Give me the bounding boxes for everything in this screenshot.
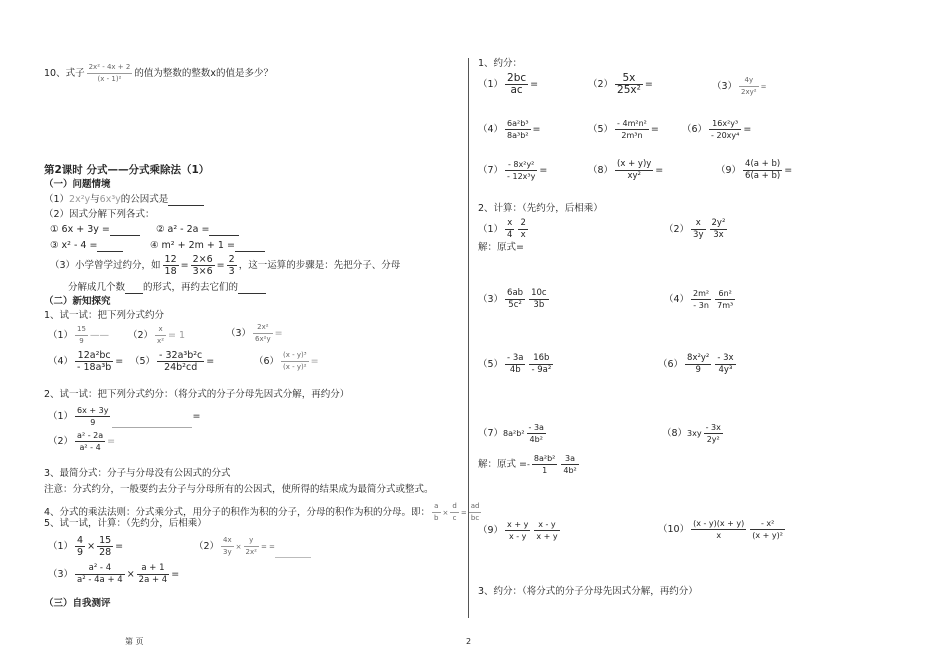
t2-1-blank[interactable] (112, 417, 192, 428)
t5-item-3 (48, 563, 179, 586)
c4-num-a: 2m² (693, 289, 710, 298)
t1-6-frac (281, 350, 309, 373)
try-1-heading: 1、试一试：把下列分式约分 (44, 310, 165, 321)
c3-frac-a (505, 288, 525, 311)
sol2-sign: - (526, 460, 530, 469)
r1-5-num: - 4m²n² (617, 119, 647, 128)
t1-3-frac (253, 322, 273, 345)
t1-6-num: (x - y)³ (281, 350, 309, 362)
r1-9-den: 6(a + b) (745, 171, 781, 181)
problem-3-cont (68, 282, 266, 294)
t5-3-den-b: 2a + 4 (138, 575, 168, 585)
c3-frac-b (529, 288, 549, 311)
r1-2-num: 5x (615, 73, 643, 85)
c4-num-b: 6n² (715, 288, 735, 300)
t2-1-label: （1） (48, 411, 74, 422)
r1-3-num: 4y (739, 75, 759, 87)
r1-5-label: （5） (588, 124, 614, 135)
try-5-heading: 5、试一试，计算：（先约分，后相乘） (44, 518, 207, 529)
t5-2-frac-a (221, 535, 234, 558)
lesson-title: 第2课时 分式——分式乘除法（1） (44, 164, 210, 176)
c5-num-b: 16b (529, 353, 553, 365)
c-item-8 (662, 422, 725, 445)
factor-4-blank[interactable] (235, 241, 265, 252)
c7-num: - 3a (528, 423, 544, 432)
t5-1-label: （1） (48, 541, 74, 552)
right-column (472, 0, 950, 672)
r1-9-frac (743, 159, 782, 182)
r1-item-1 (478, 73, 538, 96)
t5-3-num-b: a + 1 (137, 563, 170, 575)
t1-item-1: （1） $\frac{15}{9}$ —— (48, 325, 109, 345)
t1-4-num: 12a²bc (75, 350, 113, 362)
c4-den-a: - 3n (693, 301, 709, 310)
c6-frac-a (685, 353, 711, 376)
p1-expr-b: 6x³y (99, 194, 121, 205)
r1-item-7 (478, 159, 547, 182)
sol2-text: 解：原式 = (478, 459, 527, 470)
c8-label: （8） (662, 428, 688, 439)
c5-frac-a (505, 353, 525, 376)
c5-label: （5） (478, 359, 504, 370)
rule-f3-den: bc (470, 514, 480, 522)
t1-2-label: （2） (128, 330, 154, 341)
t1-4-result: = (115, 356, 124, 367)
c6-frac-b (715, 353, 735, 376)
c3-den-a: 5c² (508, 300, 522, 310)
p3-eq-1: = (180, 260, 189, 271)
r1-5-den: 2m³n (621, 131, 643, 140)
r1-1-eq: = (530, 79, 539, 90)
c-item-5 (478, 353, 555, 376)
c10-frac-b (750, 518, 785, 541)
c-item-9 (478, 519, 562, 542)
factor-2-blank[interactable] (209, 225, 239, 236)
r1-3-frac (739, 75, 759, 98)
p3-f3-num: 2 (228, 254, 235, 265)
t1-2-result: = 1 (168, 330, 186, 341)
sol2-frac-a (532, 453, 557, 476)
p3-frac-2 (191, 254, 215, 277)
r1-7-den: - 12x³y (507, 172, 536, 181)
t5-3-times: × (126, 569, 135, 580)
t1-item-3 (226, 322, 283, 345)
r1-9-eq: = (784, 165, 793, 176)
p3-frac-3 (227, 254, 237, 277)
t2-1-num: 6x + 3y (77, 406, 109, 415)
r1-6-label: （6） (682, 124, 708, 135)
c2-num-a: x (691, 218, 705, 230)
t5-2-num-b: y (244, 535, 259, 547)
t5-item-2 (194, 535, 311, 558)
page-footer: 第 页 (125, 637, 144, 646)
factor-3-text: ③ x² - 4 = (50, 240, 98, 251)
p1-expr-a: 2x²y (69, 194, 91, 205)
problem-2: （2）因式分解下列各式： (44, 209, 155, 220)
r1-2-label: （2） (588, 79, 614, 90)
c6-label: （6） (658, 359, 684, 370)
c1-frac-a (505, 218, 514, 241)
t2-1-den: 9 (90, 418, 96, 427)
p3-text-b: ，这一运算的步骤是：先把分子、分母 (238, 260, 401, 271)
c-item-10 (658, 518, 787, 541)
simplest-fraction-def: 3、最简分式：分子与分母没有公因式的分式 (44, 468, 231, 479)
factor-1-text: ① 6x + 3y = (50, 224, 110, 235)
p1-text: 的公因式是 (120, 194, 169, 205)
t1-3-result: = (274, 328, 283, 339)
t5-3-num-a: a² - 4 (75, 563, 125, 575)
factor-item-3 (50, 240, 123, 252)
section-1-heading: （一）问题情境 (44, 179, 111, 190)
t1-3-num: 2x² (253, 322, 273, 334)
c1-num-a: x (505, 218, 514, 230)
t5-2-den-a: 3y (223, 548, 232, 556)
t1-1-den: 9 (79, 337, 84, 345)
t1-6-result: = (310, 356, 319, 367)
t1-1-frac (75, 324, 88, 347)
c6-num-a: 8x²y² (687, 353, 710, 363)
t2-1-frac (75, 405, 110, 428)
t1-5-label: （5） (130, 356, 156, 367)
t5-2-blank[interactable] (275, 547, 311, 558)
rule-f2-den: c (452, 514, 457, 522)
factor-3-blank[interactable] (97, 241, 123, 252)
c7-factor: 8a²b² (503, 429, 525, 438)
factor-2-text: ② a² - 2a = (156, 224, 210, 235)
t1-4-label: （4） (48, 356, 74, 367)
rule-frac-1 (432, 501, 440, 524)
r1-1-den: ac (510, 84, 523, 96)
t5-3-label: （3） (48, 569, 74, 580)
sol2-den-a: 1 (542, 466, 548, 475)
t5-2-label: （2） (194, 541, 220, 552)
c8-den: 2y² (706, 435, 720, 444)
t2-2-num: a² - 2a (77, 431, 104, 440)
r1-1-label: （1） (478, 79, 504, 90)
c-item-1 (478, 218, 530, 241)
t1-6-label: （6） (254, 356, 280, 367)
c9-frac-b (534, 519, 559, 542)
r1-item-5 (588, 118, 659, 141)
r1-3-eq: = (760, 83, 767, 91)
t1-item-5 (130, 350, 214, 373)
c1-den-b: x (520, 230, 526, 240)
r1-item-9 (716, 159, 792, 182)
r1-1-frac (505, 73, 528, 96)
c7-label: （7） (478, 428, 504, 439)
factor-1-blank[interactable] (110, 225, 140, 236)
section-2-heading: （二）新知探究 (44, 296, 111, 307)
r1-7-num: - 8x²y² (505, 159, 537, 171)
p1-label: （1） (44, 194, 70, 205)
t5-3-frac-b (137, 563, 170, 586)
r1-item-6 (682, 118, 751, 141)
r1-8-den: xy² (627, 171, 641, 181)
p3-f2-num: 2×6 (192, 254, 213, 265)
r1-4-label: （4） (478, 124, 504, 135)
r1-8-frac (615, 159, 653, 182)
c6-den-a: 9 (695, 365, 701, 375)
c7-frac (527, 422, 546, 445)
r1-2-eq: = (644, 79, 653, 90)
c-item-2 (664, 218, 729, 241)
p3-text-d: 的形式，再约去它们的 (143, 282, 239, 293)
r1-8-num: (x + y)y (617, 159, 652, 169)
r1-2-den: 25x² (617, 84, 641, 96)
t1-3-label: （3） (226, 328, 252, 339)
q10-den: (x - 1)² (97, 75, 122, 83)
c10-den-a: x (716, 531, 722, 540)
c8-frac (704, 422, 723, 445)
t5-2-den-b: 2x² (245, 548, 257, 556)
right-heading-2: 2、计算：（先约分，后相乘） (478, 203, 603, 214)
r1-4-frac (505, 118, 530, 141)
t1-4-den: - 18a³b (77, 362, 112, 373)
t5-1-num-a: 4 (77, 535, 84, 546)
c10-frac-a (691, 518, 746, 541)
rule-f2-num: d (450, 501, 458, 513)
t5-3-eq: = (171, 569, 180, 580)
t1-1-label: （1） (48, 330, 74, 341)
t1-item-6 (254, 350, 319, 373)
p3-text-c: 分解成几个数 (68, 282, 126, 293)
r1-6-frac (709, 118, 741, 141)
t1-5-den: 24b²cd (164, 362, 198, 373)
problem-3 (50, 254, 400, 277)
r1-3-den: 2xy² (741, 88, 757, 96)
c9-frac-a (505, 519, 530, 542)
r1-7-eq: = (539, 165, 548, 176)
c4-frac-a (691, 288, 711, 311)
r1-5-frac (615, 118, 649, 141)
r1-8-label: （8） (588, 165, 614, 176)
c1-label: （1） (478, 224, 504, 235)
r1-4-num: 6a²b³ (507, 119, 529, 128)
sol2-frac-b (561, 453, 578, 476)
p3-frac-1 (163, 254, 179, 277)
right-heading-1: 1、约分： (478, 58, 523, 69)
t2-2-den: a² - 4 (79, 443, 101, 452)
factor-item-2 (156, 224, 239, 236)
t5-1-den-a: 9 (77, 547, 84, 558)
r1-item-3 (712, 75, 766, 98)
r1-7-frac (505, 159, 537, 182)
p3-text-a: （3）小学曾学过约分，如 (50, 260, 161, 271)
r1-item-8 (588, 159, 663, 182)
t2-item-1 (48, 405, 200, 428)
c10-num-a: (x - y)(x + y) (693, 519, 745, 528)
c9-num-b: x - y (534, 519, 559, 531)
c1-frac-b (518, 218, 527, 241)
c3-label: （3） (478, 294, 504, 305)
t1-5-frac (157, 350, 204, 373)
c-item-6 (658, 353, 738, 376)
p1-answer-blank[interactable] (168, 195, 204, 206)
t5-3-den-a: a² - 4a + 4 (77, 575, 123, 585)
rule-frac-2 (450, 501, 458, 524)
c9-num-a: x + y (507, 520, 529, 529)
p3-f1-den: 18 (164, 266, 177, 277)
r1-6-eq: = (743, 124, 752, 135)
t1-item-4 (48, 350, 123, 373)
r1-7-label: （7） (478, 165, 504, 176)
p3-f2-den: 3×6 (192, 266, 213, 277)
rule-text: 4、分式的乘法法则：分式乘分式，用分子的积作为积的分子，分母的积作为积的分母。即： (44, 507, 431, 518)
c10-num-b: - x² (750, 518, 785, 530)
r1-9-label: （9） (716, 165, 742, 176)
r1-item-4 (478, 118, 541, 141)
t1-4-frac (75, 350, 113, 373)
c9-den-b: x + y (536, 532, 558, 541)
t1-3-den: 6x²y (255, 335, 271, 343)
c10-den-b: (x + y)² (752, 531, 783, 540)
r1-8-eq: = (655, 165, 664, 176)
c-item-7 (478, 422, 548, 445)
c6-den-b: 4y³ (718, 365, 733, 375)
t1-2-den: x² (157, 337, 164, 345)
t1-1-num: 15 (75, 324, 88, 336)
rule-f1-num: a (432, 501, 440, 513)
r1-6-den: - 20xy⁴ (711, 131, 740, 140)
t5-2-eq: = = (260, 543, 275, 551)
t5-1-den-b: 28 (99, 547, 112, 558)
t5-2-frac-b (244, 535, 259, 558)
r1-5-eq: = (650, 124, 659, 135)
t2-2-eq: = (107, 436, 116, 447)
c4-frac-b (715, 288, 735, 311)
right-heading-3: 3、约分：（将分式的分子分母先因式分解，再约分） (478, 586, 698, 597)
sol2-num-a: 8a²b² (533, 454, 556, 463)
q10-num: 2x² - 4x + 2 (87, 62, 133, 74)
t5-1-frac-a (75, 535, 85, 558)
p3-f1-num: 12 (164, 254, 177, 265)
c2-den-a: 3y (693, 230, 704, 240)
t5-1-num-b: 15 (99, 535, 112, 546)
c2-frac-a (691, 218, 705, 241)
rule-f1-den: b (434, 514, 439, 522)
factor-4-text: ④ m² + 2m + 1 = (150, 240, 235, 251)
r1-6-num: 16x²y³ (709, 118, 741, 130)
r1-4-den: 8a³b² (507, 131, 529, 140)
t5-2-num-a: 4x (221, 535, 234, 547)
c3-num-a: 6ab (507, 288, 524, 298)
rule-f3-num: ad (469, 501, 482, 513)
factor-item-4 (150, 240, 265, 252)
c7-den: 4b² (529, 435, 543, 444)
t5-2-times: × (235, 543, 242, 551)
factor-item-1 (50, 224, 140, 236)
q10-prefix: 10、式子 (44, 68, 85, 79)
page-number: 2 (466, 637, 472, 646)
r1-item-2 (588, 73, 653, 96)
solution-2 (478, 453, 581, 476)
t5-item-1 (48, 535, 123, 558)
p3-blank-2[interactable] (238, 283, 266, 294)
rule-times: × (442, 509, 449, 517)
t2-2-frac (75, 430, 105, 453)
t2-2-label: （2） (48, 436, 74, 447)
r1-3-label: （3） (712, 81, 738, 92)
sol2-den-b: 4b² (563, 466, 577, 475)
r1-2-frac (615, 73, 643, 96)
c5-num-a: - 3a (507, 353, 524, 363)
q10-fraction (87, 62, 133, 85)
t5-1-eq: = (115, 541, 124, 552)
r1-9-num: 4(a + b) (745, 159, 781, 169)
c1-num-b: 2 (520, 218, 526, 228)
c5-frac-b (529, 353, 553, 376)
t5-1-frac-b (97, 535, 113, 558)
try-2-heading: 2、试一试：把下列分式约分：（将分式的分子分母先因式分解，再约分） (44, 389, 350, 400)
t5-1-times: × (87, 541, 96, 552)
c10-label: （10） (658, 524, 690, 535)
note: 注意：分式约分，一般要约去分子与分母所有的公因式，使所得的结果成为最简分式或整式。 (44, 484, 434, 495)
p3-blank-1[interactable] (125, 283, 143, 294)
c8-num: - 3x (705, 423, 721, 432)
c-item-3 (478, 288, 551, 311)
solution-1: 解：原式= (478, 242, 524, 253)
c4-label: （4） (664, 294, 690, 305)
c-item-4 (664, 288, 737, 311)
c8-factor: 3xy (687, 429, 702, 438)
t5-3-frac-a (75, 563, 125, 586)
r1-4-eq: = (532, 124, 541, 135)
t1-5-num: - 32a³b²c (159, 350, 203, 361)
t1-6-den: (x - y)² (283, 363, 307, 371)
t2-item-2 (48, 430, 115, 453)
t2-1-eq: = (192, 411, 201, 422)
p3-eq-2: = (216, 260, 225, 271)
r1-1-num: 2bc (507, 72, 527, 84)
p3-f3-den: 3 (228, 266, 235, 277)
c3-num-b: 10c (531, 288, 547, 298)
t1-5-result: = (206, 356, 215, 367)
q10-suffix: 的值为整数的整数x的值是多少？ (134, 68, 273, 79)
c4-den-b: 7m³ (717, 301, 734, 310)
question-10 (44, 62, 273, 85)
rule-eq: = (460, 509, 467, 517)
section-3-heading: （三）自我测评 (44, 598, 111, 609)
c2-label: （2） (664, 224, 690, 235)
sol2-num-b: 3a (561, 453, 578, 465)
c1-den-a: 4 (507, 230, 513, 240)
c6-num-b: - 3x (717, 353, 734, 363)
c9-den-a: x - y (508, 532, 527, 541)
t1-2-num: x (155, 324, 166, 336)
c5-den-a: 4b (509, 365, 521, 375)
c2-num-b: 2y² (711, 218, 726, 228)
c5-den-b: - 9a² (531, 365, 552, 375)
c9-label: （9） (478, 525, 504, 536)
p1-and: 与 (90, 194, 100, 205)
t1-2-frac (155, 324, 166, 347)
c2-frac-b (710, 218, 728, 241)
problem-1 (44, 194, 204, 206)
c2-den-b: 3x (713, 230, 724, 240)
c3-den-b: 3b (533, 300, 545, 310)
t1-item-2 (128, 324, 185, 347)
